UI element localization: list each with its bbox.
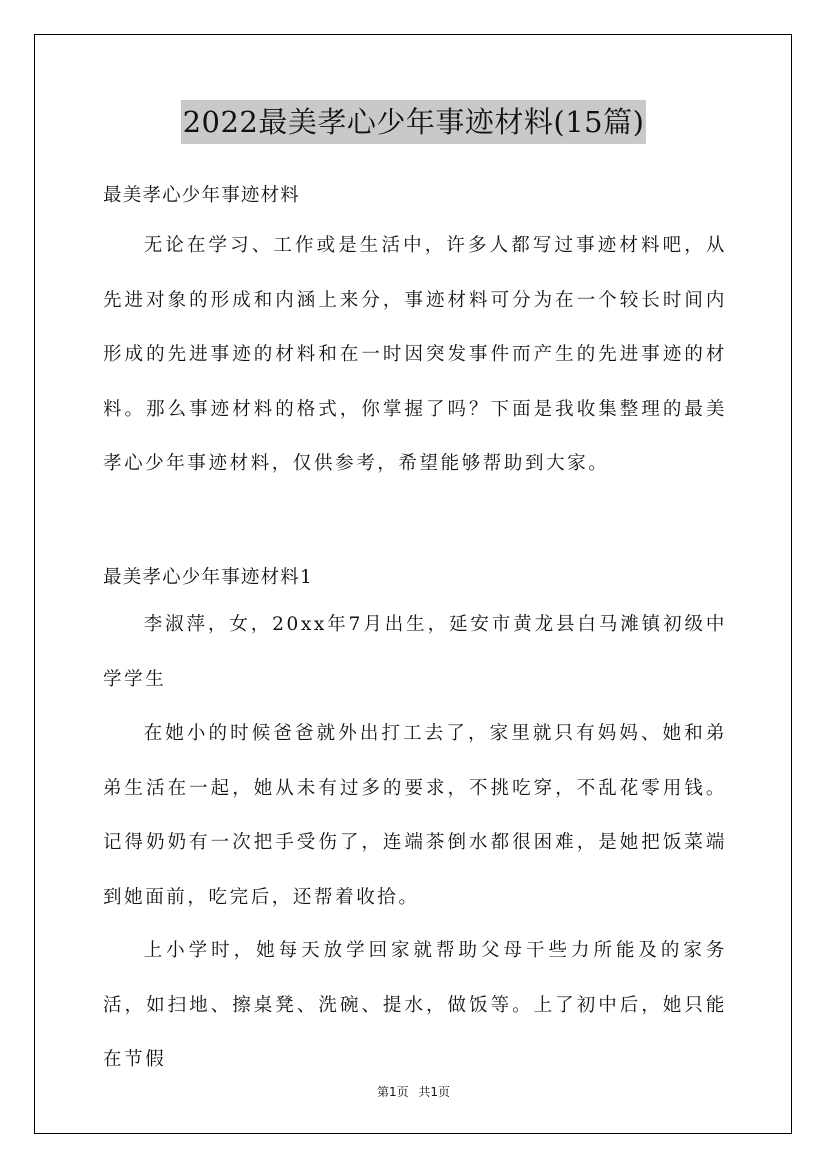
title-container xyxy=(0,100,827,144)
article-paragraph-2: 在她小的时候爸爸就外出打工去了，家里就只有妈妈、她和弟弟生活在一起，她从未有过多的要求，不挑吃穿，不乱花零用钱。记得奶奶有一次把手受伤了，连端茶倒水都很困难，是她把饭菜端到她面前，吃完后，还帮着收拾。 xyxy=(103,723,727,908)
page-total: 共1页 xyxy=(418,1085,451,1099)
intro-paragraph: 无论在学习、工作或是生活中，许多人都写过事迹材料吧，从先进对象的形成和内涵上来分，事迹材料可分为在一个较长时间内形成的先进事迹的材料和在一时因突发事件而产生的先进事迹的材料。那么事迹材料的格式，你掌握了吗？下面是我收集整理的最美孝心少年事迹材料，仅供参考，希望能够帮助到大家。 xyxy=(103,235,727,474)
article-heading: 最美孝心少年事迹材料1 xyxy=(103,567,313,588)
document-title: 2022最美孝心少年事迹材料(15篇) xyxy=(181,100,647,144)
article-paragraph-1: 李淑萍，女，20xx年7月出生，延安市黄龙县白马滩镇初级中学学生 xyxy=(103,614,727,690)
page-footer xyxy=(0,1083,827,1100)
page-number: 第1页 xyxy=(376,1085,409,1099)
section-heading: 最美孝心少年事迹材料 xyxy=(103,185,301,206)
article-paragraph-3: 上小学时，她每天放学回家就帮助父母干些力所能及的家务活，如扫地、擦桌凳、洗碗、提水，做饭等。上了初中后，她只能在节假 xyxy=(103,940,727,1070)
